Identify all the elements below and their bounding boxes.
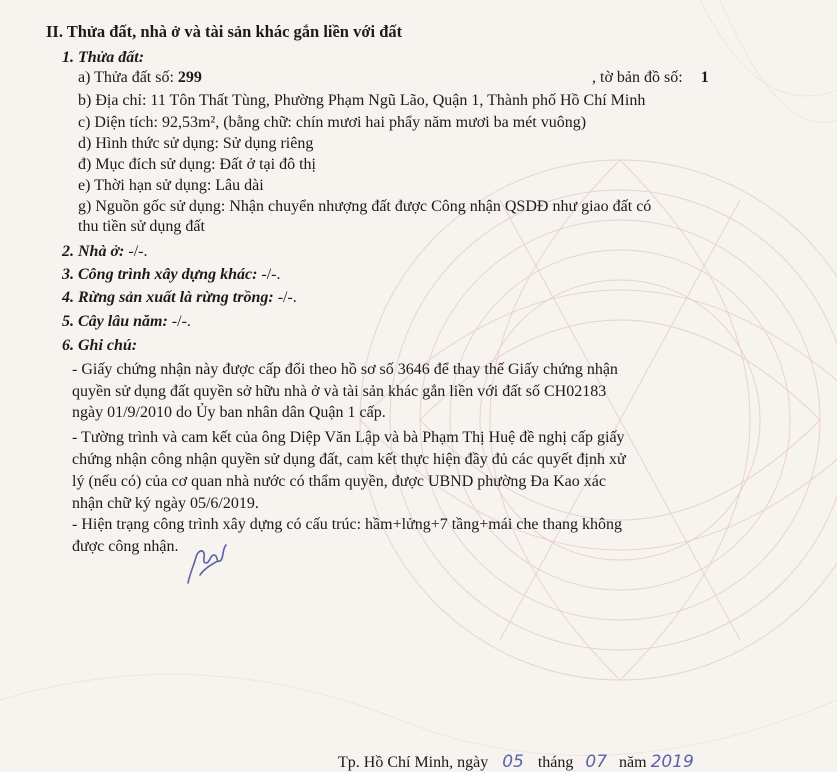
land-title: 1. Thửa đất: [62,49,145,66]
section-title: II. Thửa đất, nhà ở và tài sản khác gắn liền với đất [46,22,403,41]
construction-label: 3. Công trình xây dựng khác: [62,266,258,283]
issue-month: 07 [585,752,608,772]
construction-row [62,265,281,285]
area-row: c) Diện tích: 92,53m², (bằng chữ: chín mươi hai phẩy năm mươi ba mét vuông) [78,114,587,131]
handwritten-initials [180,535,240,590]
origin-row-1: g) Nguồn gốc sử dụng: Nhận chuyển nhượng đất được Công nhận QSDĐ như giao đất có [78,198,652,215]
forest-value: -/-. [273,289,297,306]
note-line: được công nhận. [72,538,179,555]
usage-term-row: e) Thời hạn sử dụng: Lâu dài [78,177,264,194]
perennial-value: -/-. [167,313,191,330]
note-line: quyền sử dụng đất quyền sở hữu nhà ở và tài sản khác gắn liền với đất số CH02183 [72,383,607,400]
usage-purpose-row: đ) Mục đích sử dụng: Đất ở tại đô thị [78,156,316,173]
note-line: chứng nhận công nhận quyền sử dụng đất, cam kết thực hiện đầy đủ các quyết định xử [72,451,626,468]
year-label: năm [619,754,647,771]
note-line: nhận chữ ký ngày 05/6/2019. [72,495,259,512]
note-line: - Tường trình và cam kết của ông Diệp Văn Lập và bà Phạm Thị Huệ đề nghị cấp giấy [72,429,625,446]
land-number-row [78,68,202,88]
perennial-row [62,312,191,332]
land-number-value: 299 [177,69,202,86]
map-number-label: , tờ bản đồ số: [592,69,683,86]
house-row [62,242,147,262]
forest-row [62,288,297,308]
note-line: - Giấy chứng nhận này được cấp đổi theo hồ sơ số 3646 để thay thế Giấy chứng nhận [72,361,618,378]
usage-form-row: d) Hình thức sử dụng: Sử dụng riêng [78,135,314,152]
note-line: - Hiện trạng công trình xây dựng có cấu trúc: hầm+lửng+7 tầng+mái che thang không [72,516,623,533]
issue-place: Tp. Hồ Chí Minh, ngày [338,754,489,771]
issue-date-line [338,752,694,772]
house-label: 2. Nhà ở: [62,243,125,260]
address-row: b) Địa chỉ: 11 Tôn Thất Tùng, Phường Phạm Ngũ Lão, Quận 1, Thành phố Hồ Chí Minh [78,92,646,109]
construction-value: -/-. [257,266,281,283]
house-value: -/-. [124,243,148,260]
land-number-label: a) Thửa đất số: [78,69,174,86]
notes-title: 6. Ghi chú: [62,337,138,354]
map-number-value: 1 [700,69,709,86]
issue-year: 2019 [650,752,694,772]
month-label: tháng [537,754,574,771]
note-line: ngày 01/9/2010 do Ủy ban nhân dân Quận 1 cấp. [72,404,386,421]
issue-day: 05 [502,752,524,772]
forest-label: 4. Rừng sản xuất là rừng trồng: [62,289,274,306]
map-number-row [592,68,709,88]
perennial-label: 5. Cây lâu năm: [62,313,168,330]
origin-row-2: thu tiền sử dụng đất [78,218,205,235]
note-line: lý (nếu có) của cơ quan nhà nước có thẩm quyền, được UBND phường Đa Kao xác [72,473,606,490]
